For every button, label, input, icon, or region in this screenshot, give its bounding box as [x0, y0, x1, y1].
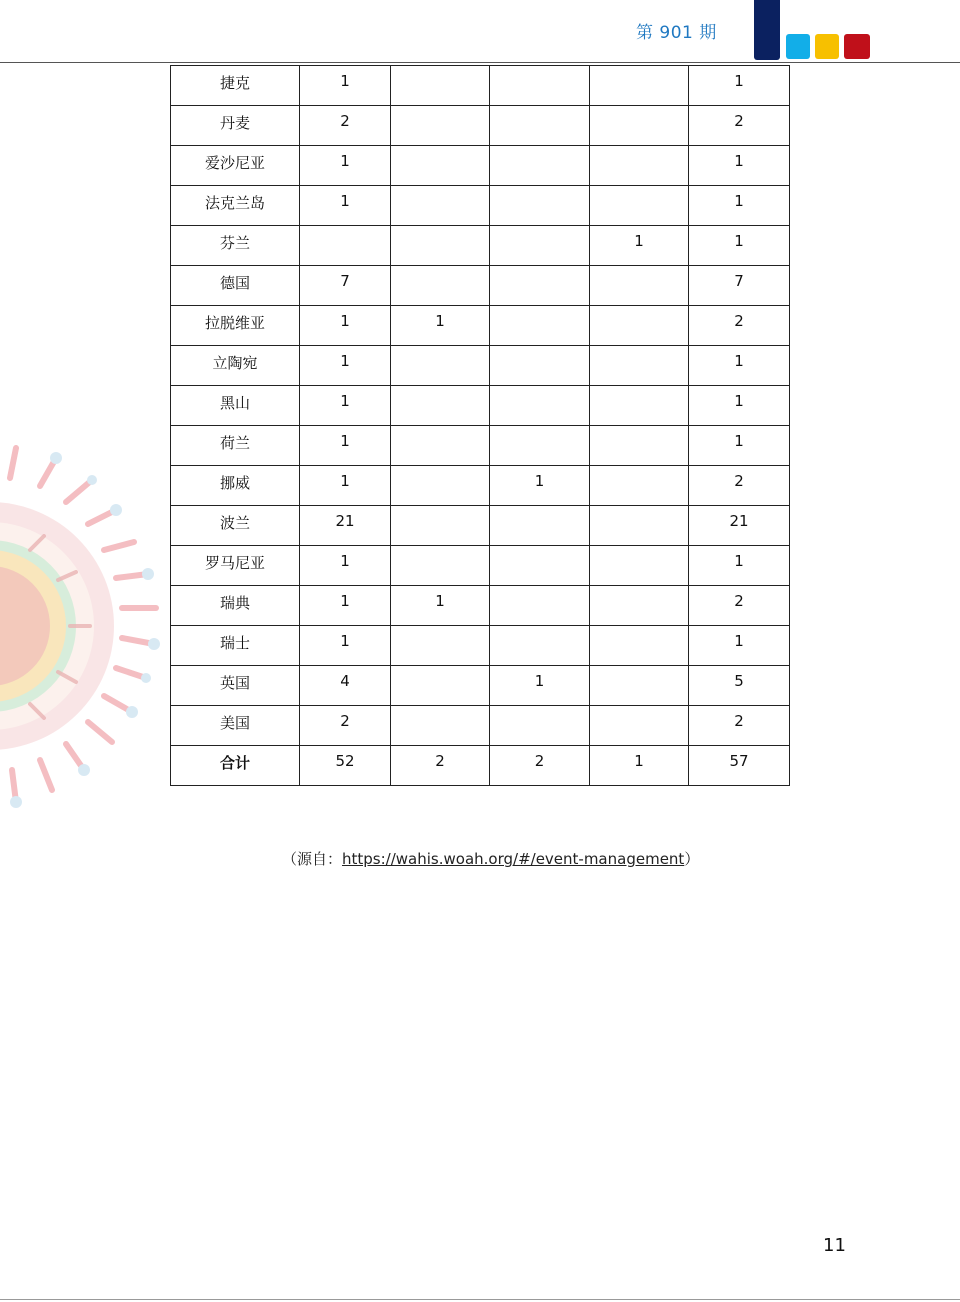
- count-cell-c3: [490, 386, 590, 426]
- count-cell-c4: [590, 546, 689, 586]
- source-prefix: （源自：: [282, 850, 343, 868]
- count-cell-c1: 1: [300, 66, 391, 106]
- table-row: [171, 186, 790, 226]
- count-cell-c3: [490, 226, 590, 266]
- table-row: [171, 706, 790, 746]
- count-cell-c3: [490, 106, 590, 146]
- total-cell-c1: 52: [300, 746, 391, 786]
- count-cell-c4: [590, 306, 689, 346]
- page-number: 11: [823, 1235, 846, 1256]
- count-cell-total: 1: [689, 226, 790, 266]
- table-row: [171, 146, 790, 186]
- count-cell-c4: [590, 106, 689, 146]
- source-suffix: ）: [684, 850, 700, 868]
- count-cell-total: 7: [689, 266, 790, 306]
- count-cell-c2: [391, 106, 490, 146]
- country-cell: 美国: [171, 706, 300, 746]
- virus-illustration-icon: [0, 440, 170, 820]
- count-cell-c3: [490, 706, 590, 746]
- count-cell-c4: [590, 346, 689, 386]
- count-cell-c4: [590, 506, 689, 546]
- count-cell-total: 1: [689, 346, 790, 386]
- count-cell-c3: [490, 346, 590, 386]
- logo-block-navy: [754, 0, 780, 60]
- count-cell-total: 2: [689, 466, 790, 506]
- outbreak-table: [170, 65, 790, 786]
- count-cell-c1: 1: [300, 386, 391, 426]
- country-cell: 瑞士: [171, 626, 300, 666]
- table-row: [171, 466, 790, 506]
- table-row: [171, 386, 790, 426]
- table-row: [171, 666, 790, 706]
- count-cell-c2: [391, 506, 490, 546]
- count-cell-c2: [391, 426, 490, 466]
- count-cell-c4: 1: [590, 226, 689, 266]
- table-total-row: [171, 746, 790, 786]
- count-cell-total: 2: [689, 586, 790, 626]
- country-cell: 芬兰: [171, 226, 300, 266]
- count-cell-total: 1: [689, 66, 790, 106]
- footer-divider: [0, 1299, 960, 1300]
- count-cell-c3: [490, 266, 590, 306]
- count-cell-c1: 2: [300, 106, 391, 146]
- country-cell: 爱沙尼亚: [171, 146, 300, 186]
- total-cell-total: 57: [689, 746, 790, 786]
- count-cell-c2: 1: [391, 586, 490, 626]
- count-cell-c3: [490, 306, 590, 346]
- count-cell-total: 2: [689, 706, 790, 746]
- count-cell-c3: 1: [490, 666, 590, 706]
- count-cell-c3: [490, 66, 590, 106]
- total-cell-c2: 2: [391, 746, 490, 786]
- country-cell: 挪威: [171, 466, 300, 506]
- count-cell-total: 1: [689, 426, 790, 466]
- count-cell-c1: 1: [300, 146, 391, 186]
- count-cell-c1: 7: [300, 266, 391, 306]
- count-cell-c4: [590, 426, 689, 466]
- table-row: [171, 626, 790, 666]
- count-cell-c3: [490, 586, 590, 626]
- table-row: [171, 546, 790, 586]
- count-cell-c4: [590, 466, 689, 506]
- count-cell-total: 1: [689, 186, 790, 226]
- logo-block-yellow: [815, 34, 839, 59]
- count-cell-c3: [490, 626, 590, 666]
- table-row: [171, 226, 790, 266]
- country-cell: 荷兰: [171, 426, 300, 466]
- count-cell-c1: 2: [300, 706, 391, 746]
- count-cell-c3: [490, 546, 590, 586]
- count-cell-c2: [391, 226, 490, 266]
- count-cell-c2: [391, 266, 490, 306]
- count-cell-c3: [490, 186, 590, 226]
- source-citation: [282, 848, 699, 869]
- count-cell-c4: [590, 186, 689, 226]
- table-row: [171, 106, 790, 146]
- count-cell-c3: [490, 146, 590, 186]
- count-cell-c2: [391, 466, 490, 506]
- count-cell-total: 5: [689, 666, 790, 706]
- table-row: [171, 346, 790, 386]
- count-cell-c4: [590, 386, 689, 426]
- count-cell-c1: 1: [300, 586, 391, 626]
- count-cell-c2: [391, 706, 490, 746]
- table-row: [171, 66, 790, 106]
- country-cell: 英国: [171, 666, 300, 706]
- issue-label: 第 901 期: [636, 23, 717, 43]
- count-cell-c1: 1: [300, 466, 391, 506]
- count-cell-c1: 21: [300, 506, 391, 546]
- count-cell-c3: [490, 426, 590, 466]
- country-cell: 立陶宛: [171, 346, 300, 386]
- count-cell-c2: [391, 146, 490, 186]
- country-cell: 罗马尼亚: [171, 546, 300, 586]
- count-cell-total: 1: [689, 146, 790, 186]
- count-cell-total: 2: [689, 106, 790, 146]
- country-cell: 法克兰岛: [171, 186, 300, 226]
- count-cell-c1: 1: [300, 626, 391, 666]
- count-cell-c1: 1: [300, 426, 391, 466]
- count-cell-c1: 4: [300, 666, 391, 706]
- country-cell: 黑山: [171, 386, 300, 426]
- header-divider: [0, 62, 960, 63]
- count-cell-c2: [391, 346, 490, 386]
- total-cell-c4: 1: [590, 746, 689, 786]
- count-cell-c2: [391, 386, 490, 426]
- count-cell-total: 2: [689, 306, 790, 346]
- count-cell-c4: [590, 586, 689, 626]
- count-cell-c1: [300, 226, 391, 266]
- count-cell-c4: [590, 706, 689, 746]
- count-cell-c4: [590, 266, 689, 306]
- total-cell-c3: 2: [490, 746, 590, 786]
- count-cell-c4: [590, 146, 689, 186]
- count-cell-c2: [391, 186, 490, 226]
- count-cell-c2: [391, 66, 490, 106]
- table-row: [171, 306, 790, 346]
- logo-block-cyan: [786, 34, 810, 59]
- logo-block-red: [844, 34, 870, 59]
- table-row: [171, 426, 790, 466]
- table-row: [171, 266, 790, 306]
- count-cell-total: 1: [689, 386, 790, 426]
- table-row: [171, 506, 790, 546]
- country-cell: 瑞典: [171, 586, 300, 626]
- count-cell-c2: 1: [391, 306, 490, 346]
- count-cell-total: 21: [689, 506, 790, 546]
- table-row: [171, 586, 790, 626]
- country-cell: 德国: [171, 266, 300, 306]
- count-cell-c4: [590, 666, 689, 706]
- brand-logo: [0, 0, 960, 70]
- count-cell-c3: [490, 506, 590, 546]
- count-cell-c4: [590, 66, 689, 106]
- country-cell: 丹麦: [171, 106, 300, 146]
- count-cell-c2: [391, 666, 490, 706]
- country-cell: 波兰: [171, 506, 300, 546]
- count-cell-total: 1: [689, 546, 790, 586]
- count-cell-c1: 1: [300, 346, 391, 386]
- count-cell-c1: 1: [300, 306, 391, 346]
- country-cell: 拉脱维亚: [171, 306, 300, 346]
- count-cell-c1: 1: [300, 546, 391, 586]
- count-cell-c3: 1: [490, 466, 590, 506]
- count-cell-c4: [590, 626, 689, 666]
- table-body: [171, 66, 790, 786]
- count-cell-c2: [391, 626, 490, 666]
- count-cell-c1: 1: [300, 186, 391, 226]
- country-cell: 捷克: [171, 66, 300, 106]
- count-cell-total: 1: [689, 626, 790, 666]
- source-link[interactable]: https://wahis.woah.org/#/event-management: [342, 850, 685, 868]
- total-label-cell: 合计: [171, 746, 300, 786]
- count-cell-c2: [391, 546, 490, 586]
